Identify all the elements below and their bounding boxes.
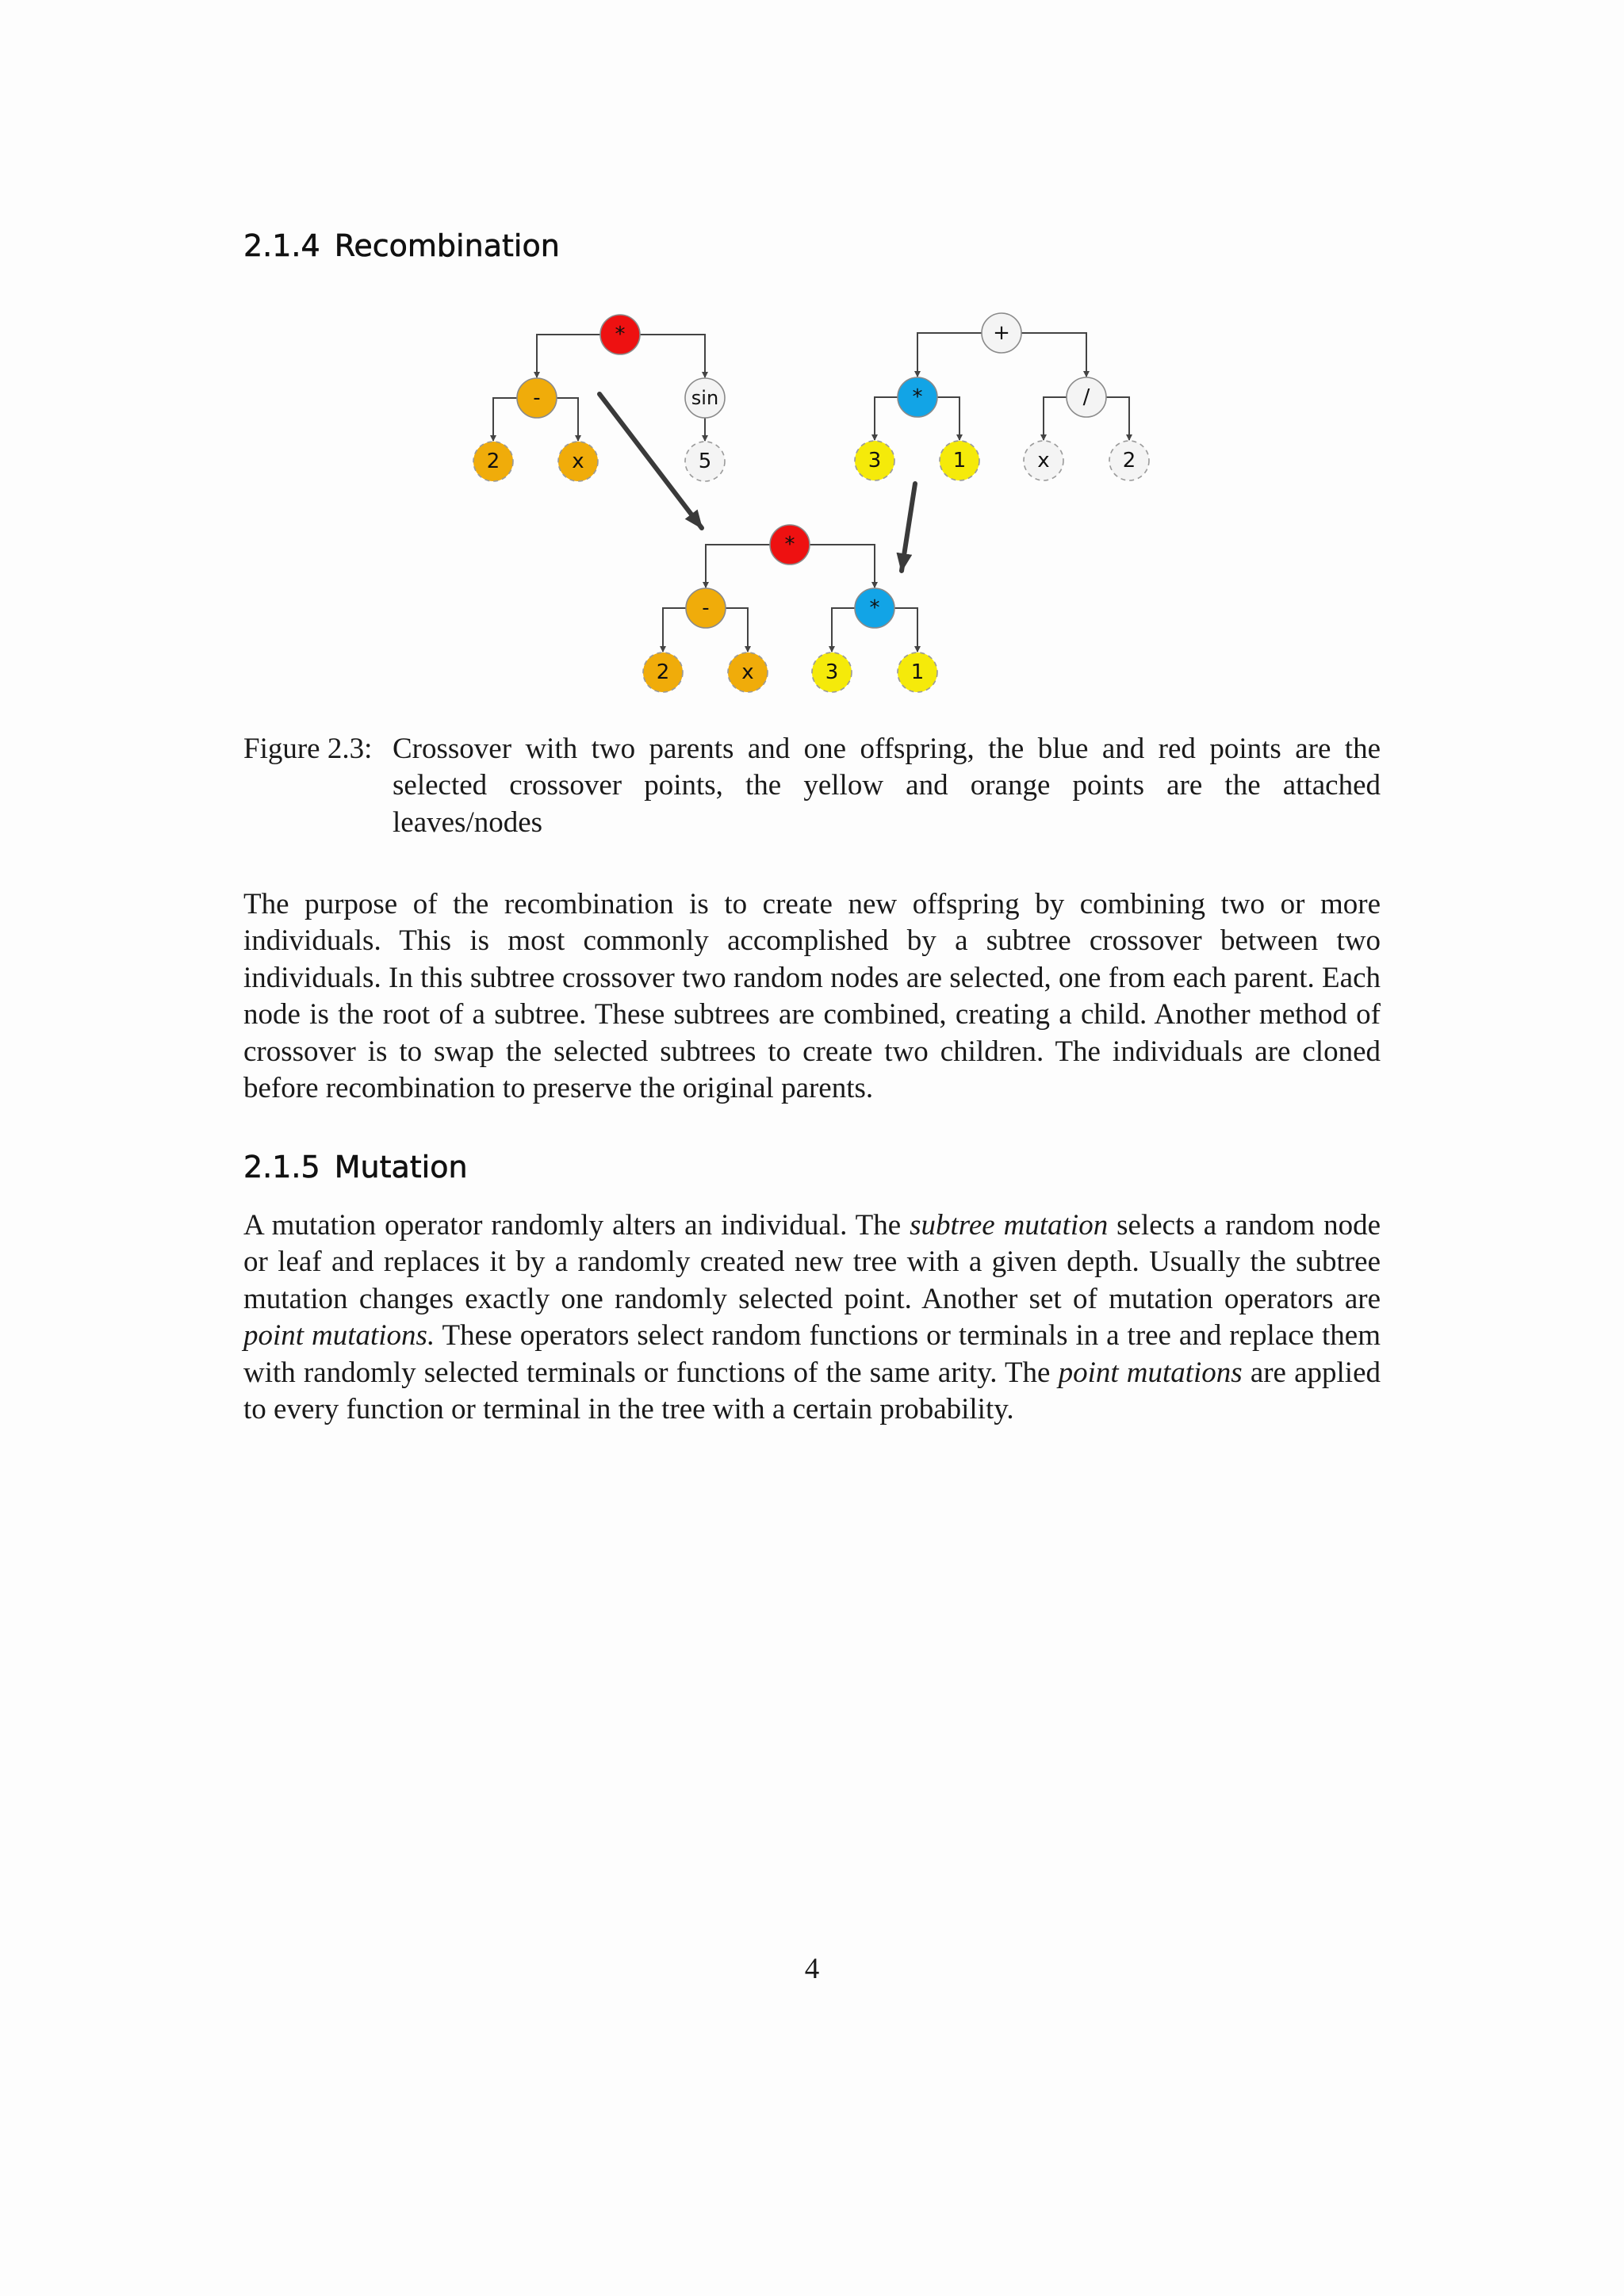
- tree-edge: [832, 608, 855, 652]
- node-label: -: [533, 386, 541, 410]
- tree-edge: [640, 335, 705, 377]
- crossover-figure: [444, 293, 1189, 706]
- node-label: *: [869, 596, 880, 620]
- node-label: 5: [698, 450, 712, 473]
- tree-edge: [706, 545, 770, 587]
- parent2-leaf-node: [855, 441, 894, 480]
- crossover-tree-diagram: [444, 293, 1189, 706]
- emphasis-subtree-mutation: subtree mutation: [910, 1209, 1109, 1242]
- node-label: -: [702, 596, 710, 620]
- tree-edge: [726, 608, 748, 652]
- node-label: +: [993, 321, 1010, 345]
- tree-edge: [537, 335, 600, 377]
- parent1-leaf-node: [685, 442, 725, 481]
- section-title: Mutation: [334, 1150, 468, 1184]
- tree-edges: [493, 333, 1129, 652]
- offspring-leaf-node: [728, 652, 768, 692]
- emphasis-point-mutations: point mutations.: [243, 1319, 435, 1353]
- tree-edge: [810, 545, 875, 587]
- parent1-left-node: [517, 378, 557, 418]
- offspring-left-node: [686, 588, 726, 628]
- node-label: *: [912, 385, 923, 409]
- parent2-leaf-node: [940, 441, 979, 480]
- tree-edge: [894, 608, 917, 652]
- parent2-right-node: [1067, 377, 1106, 417]
- node-label: 2: [1122, 449, 1136, 473]
- section-heading-recombination: [243, 228, 560, 263]
- node-label: 2: [656, 660, 670, 684]
- node-label: 1: [910, 660, 925, 684]
- offspring-leaf-node: [812, 652, 852, 692]
- node-label: x: [572, 450, 584, 473]
- tree-edge: [557, 398, 578, 441]
- offspring-root-node: [770, 525, 810, 564]
- mutation-text: selects a random node or leaf and replaces it by a randomly created new tree with a given depth. Usually the subtree mutation changes exactly one randomly selected point. Another set of mutation operators are: [243, 1209, 1381, 1315]
- offspring-leaf-node: [898, 652, 937, 692]
- node-label: 3: [868, 449, 882, 473]
- node-label: 1: [952, 449, 967, 473]
- parent2-leaf-node: [1109, 441, 1149, 480]
- parent2-left-node: [898, 377, 937, 417]
- node-label: 2: [486, 450, 500, 473]
- section-heading-mutation: [243, 1150, 468, 1184]
- tree-edge: [937, 397, 959, 440]
- section-number: 2.1.5: [243, 1150, 320, 1184]
- crossover-arrow-right: [902, 484, 915, 571]
- parent1-leaf-node: [473, 442, 513, 481]
- parent1-leaf-node: [558, 442, 598, 481]
- node-label: 3: [825, 660, 839, 684]
- emphasis-point-mutations: point mutations: [1058, 1356, 1243, 1389]
- node-label: /: [1082, 385, 1090, 409]
- tree-edge: [917, 333, 982, 377]
- mutation-text: A mutation operator randomly alters an individual. The: [243, 1209, 910, 1242]
- tree-nodes: [473, 313, 1149, 692]
- caption-text: Crossover with two parents and one offspring, the blue and red points are the selected crossover points, the yellow and orange points are the attached leaves/nodes: [393, 733, 1381, 839]
- offspring-right-node: [855, 588, 894, 628]
- paragraph-mutation: [243, 1207, 1381, 1428]
- node-label: *: [615, 323, 626, 346]
- tree-edge: [1106, 397, 1129, 440]
- parent1-right-node: [685, 378, 725, 418]
- page-number: 4: [804, 1953, 820, 1985]
- parent1-root-node: [600, 315, 640, 354]
- section-number: 2.1.4: [243, 228, 320, 263]
- tree-edge: [663, 608, 686, 652]
- tree-edge: [493, 398, 517, 441]
- offspring-leaf-node: [643, 652, 683, 692]
- mutation-text: These operators select random functions or terminals in a tree and replace them with randomly selected terminals or functions of the same arity. The: [243, 1319, 1381, 1389]
- figure-caption: [243, 731, 1381, 841]
- mutation-text: are applied to every function or terminal in the tree with a certain probability.: [243, 1356, 1381, 1426]
- tree-edge: [875, 397, 898, 440]
- node-label: x: [741, 660, 754, 684]
- parent2-root-node: [982, 313, 1021, 353]
- node-label: x: [1037, 449, 1050, 473]
- parent2-leaf-node: [1024, 441, 1063, 480]
- paragraph-recombination: The purpose of the recombination is to create new offspring by combining two or more individuals. This is most commonly accomplished by a subtree crossover between two individuals. In this subtree crossover two random nodes are selected, one from each parent. Each node is the root of a subtree. These subtrees are combined, creating a child. Another method of crossover is to swap the selected subtrees to create two children. The individuals are cloned before recombination to preserve the original parents.: [243, 888, 1381, 1105]
- caption-label: Figure 2.3:: [243, 733, 373, 765]
- section-title: Recombination: [334, 228, 560, 263]
- tree-edge: [1021, 333, 1086, 377]
- node-label: sin: [691, 387, 719, 409]
- node-label: *: [784, 533, 795, 557]
- tree-edge: [1044, 397, 1067, 440]
